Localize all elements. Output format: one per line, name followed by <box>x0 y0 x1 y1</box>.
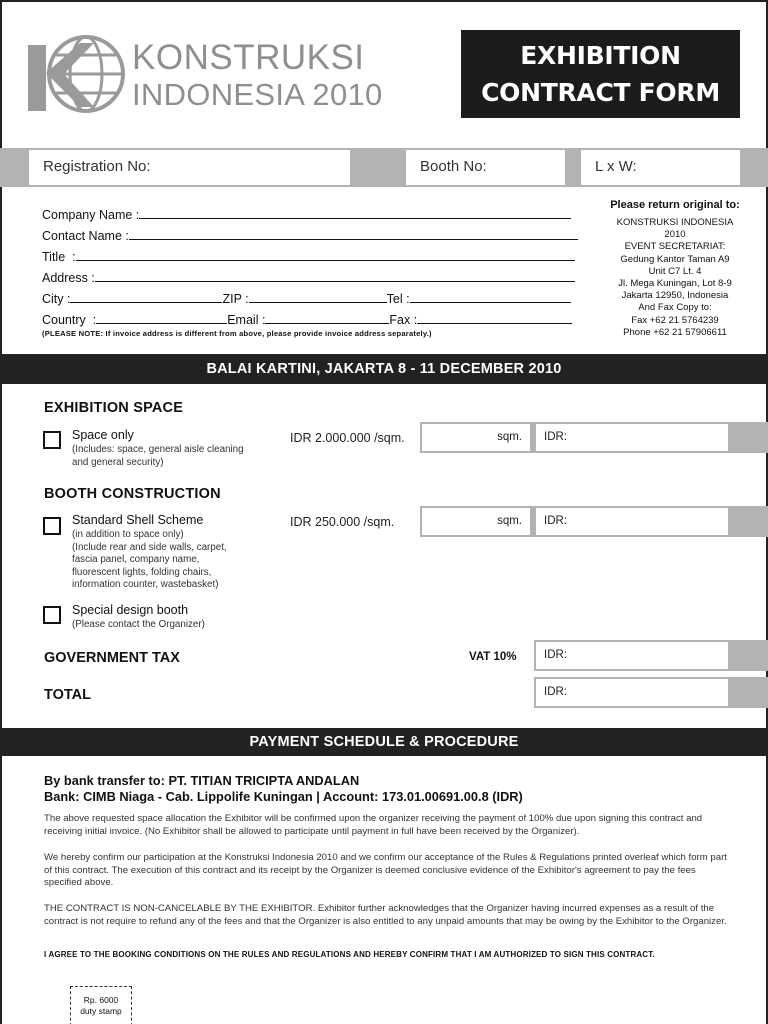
form-title-line1: EXHIBITION <box>520 41 681 70</box>
country-row[interactable] <box>42 312 572 327</box>
title-line[interactable] <box>76 249 575 261</box>
title-colon: : <box>72 250 76 264</box>
address-colon: : <box>91 271 95 285</box>
address-label: Address <box>42 271 88 285</box>
agreement-statement: I AGREE TO THE BOOKING CONDITIONS ON THE RULES AND REGULATIONS AND HEREBY CONFIRM THAT I AM AUTHORIZED TO SIGN THIS CONTRACT. <box>44 950 655 959</box>
size-label: L x W: <box>595 158 637 175</box>
booth-construction-heading: BOOTH CONSTRUCTION <box>44 486 221 502</box>
return-address-line: Unit C7 Lt. 4 <box>648 265 702 277</box>
special-design-label: Special design booth <box>72 603 189 617</box>
return-address-line: KONSTRUKSI INDONESIA <box>616 217 734 228</box>
total-heading: TOTAL <box>44 687 91 703</box>
duty-stamp-amount: Rp. 6000 <box>83 995 119 1005</box>
payment-band: PAYMENT SCHEDULE & PROCEDURE <box>0 728 768 756</box>
sqm-label: sqm. <box>497 431 522 443</box>
shell-scheme-sqm-field[interactable] <box>422 508 530 535</box>
payment-paragraph-3: THE CONTRACT IS NON-CANCELABLE BY THE EXHIBITOR. Exhibitor further acknowledges that the Organizer having incurred expenses as a result of the contract is not require to refund any of the fees and that the Organizer is also entitled to any unpaid amounts that may be owing by the Exhibitor to the Organizer. <box>44 903 727 927</box>
country-line[interactable] <box>96 312 227 324</box>
shell-scheme-label: Standard Shell Scheme <box>72 513 204 527</box>
city-row[interactable] <box>42 291 571 306</box>
idr-label: IDR: <box>544 431 567 443</box>
space-only-checkbox[interactable] <box>43 431 61 449</box>
contact-name-label: Contact Name : <box>42 229 129 243</box>
return-address-line: 2010 <box>664 229 686 241</box>
fax-label: Fax : <box>389 313 418 327</box>
form-title <box>461 30 740 118</box>
payment-paragraph-1: The above requested space allocation the Exhibitor will be confirmed upon the organizer receiving the payment of 100% due upon signing this contract and receiving initial invoice. (No Exhibitor shall be allowed to participate until payment in full have been received by the Organizer). <box>44 813 703 837</box>
shell-scheme-description <box>72 529 272 592</box>
return-address-line: And Fax Copy to: <box>638 302 712 314</box>
bank-account-line: Bank: CIMB Niaga - Cab. Lippolife Kuningan | Account: 173.01.00691.00.8 (IDR) <box>44 789 523 804</box>
shell-scheme-idr-field[interactable] <box>536 508 728 535</box>
title-label: Title <box>42 250 66 264</box>
company-name-line[interactable] <box>139 207 571 219</box>
company-name-label: Company Name : <box>42 208 140 222</box>
shell-scheme-desc-line: (in addition to space only) <box>72 529 184 540</box>
space-only-desc-line: (Includes: space, general aisle cleaning <box>72 444 244 455</box>
total-idr-field[interactable] <box>536 679 728 706</box>
email-label: Email : <box>227 313 266 327</box>
vat-label: VAT 10% <box>469 651 517 663</box>
fax-line[interactable] <box>417 312 572 324</box>
logo-text-line2: INDONESIA 2010 <box>132 77 383 112</box>
city-line[interactable] <box>70 291 222 303</box>
duty-stamp-box <box>70 986 132 1024</box>
return-address-line: Phone +62 21 57906611 <box>623 326 727 338</box>
sqm-label: sqm. <box>497 515 522 527</box>
address-line[interactable] <box>95 270 575 282</box>
return-address-line: Fax +62 21 5764239 <box>631 314 719 326</box>
space-only-description <box>72 444 272 469</box>
return-address-line: Jl. Mega Kuningan, Lot 8-9 <box>618 278 732 289</box>
konstruksi-logo-icon <box>28 33 128 115</box>
page-border-top <box>0 0 768 2</box>
title-row[interactable] <box>42 249 575 264</box>
shell-scheme-price: IDR 250.000 /sqm. <box>290 515 395 529</box>
return-address-line: EVENT SECRETARIAT: <box>624 241 726 253</box>
space-only-label: Space only <box>72 428 134 442</box>
address-row[interactable] <box>42 270 575 285</box>
size-field[interactable] <box>581 150 740 185</box>
email-line[interactable] <box>265 312 389 324</box>
shell-scheme-desc-line: fluorescent lights, folding chairs, <box>72 566 212 578</box>
shell-scheme-checkbox[interactable] <box>43 517 61 535</box>
venue-band: BALAI KARTINI, JAKARTA 8 - 11 DECEMBER 2010 <box>0 354 768 384</box>
special-design-description: (Please contact the Organizer) <box>72 619 205 630</box>
shell-scheme-desc-line: fascia panel, company name, <box>72 554 200 565</box>
idr-label: IDR: <box>544 686 567 698</box>
space-only-desc-line: and general security) <box>72 456 164 468</box>
exhibition-space-heading: EXHIBITION SPACE <box>44 400 184 416</box>
government-tax-heading: GOVERNMENT TAX <box>44 650 180 666</box>
country-label: Country <box>42 313 86 327</box>
shell-scheme-desc-line: (Include rear and side walls, carpet, <box>72 541 227 553</box>
return-heading: Please return original to: <box>610 199 740 211</box>
return-address-line: Gedung Kantor Taman A9 <box>620 253 730 265</box>
contact-name-line[interactable] <box>129 228 578 240</box>
contact-name-row[interactable] <box>42 228 578 243</box>
zip-line[interactable] <box>249 291 387 303</box>
city-label: City : <box>42 292 71 306</box>
idr-label: IDR: <box>544 515 567 527</box>
registration-no-field[interactable] <box>29 150 350 185</box>
company-name-row[interactable] <box>42 207 571 222</box>
invoice-address-note: (PLEASE NOTE: If invoice address is different from above, please provide invoice address separately.) <box>42 329 432 338</box>
logo-text-line1: KONSTRUKSI <box>132 38 365 77</box>
tel-line[interactable] <box>410 291 571 303</box>
duty-stamp-label: duty stamp <box>80 1006 122 1016</box>
booth-no-field[interactable] <box>406 150 565 185</box>
form-title-line2: CONTRACT FORM <box>481 78 720 107</box>
space-only-idr-field[interactable] <box>536 424 728 451</box>
return-address-line: Jakarta 12950, Indonesia <box>621 290 729 302</box>
space-only-sqm-field[interactable] <box>422 424 530 451</box>
special-design-checkbox[interactable] <box>43 606 61 624</box>
tel-label: Tel : <box>386 292 410 306</box>
shell-scheme-desc-line: information counter, wastebasket) <box>72 579 219 590</box>
registration-no-label: Registration No: <box>43 158 151 175</box>
tax-idr-field[interactable] <box>536 642 728 669</box>
space-only-price: IDR 2.000.000 /sqm. <box>290 431 405 445</box>
country-colon: : <box>92 313 97 327</box>
bank-transfer-line: By bank transfer to: PT. TITIAN TRICIPTA ANDALAN <box>44 773 360 788</box>
idr-label: IDR: <box>544 649 567 661</box>
zip-label: ZIP : <box>222 292 249 306</box>
booth-no-label: Booth No: <box>420 158 487 175</box>
payment-paragraph-2: We hereby confirm our participation at the Konstruksi Indonesia 2010 and we confirm our acceptance of the Rules & Regulations printed overleaf which form part of this contract. The execution of this contract and its receipt by the Organizer is deemed conclusive evidence of the Exhibitor's agreement to pay the fees specified above. <box>44 852 727 889</box>
